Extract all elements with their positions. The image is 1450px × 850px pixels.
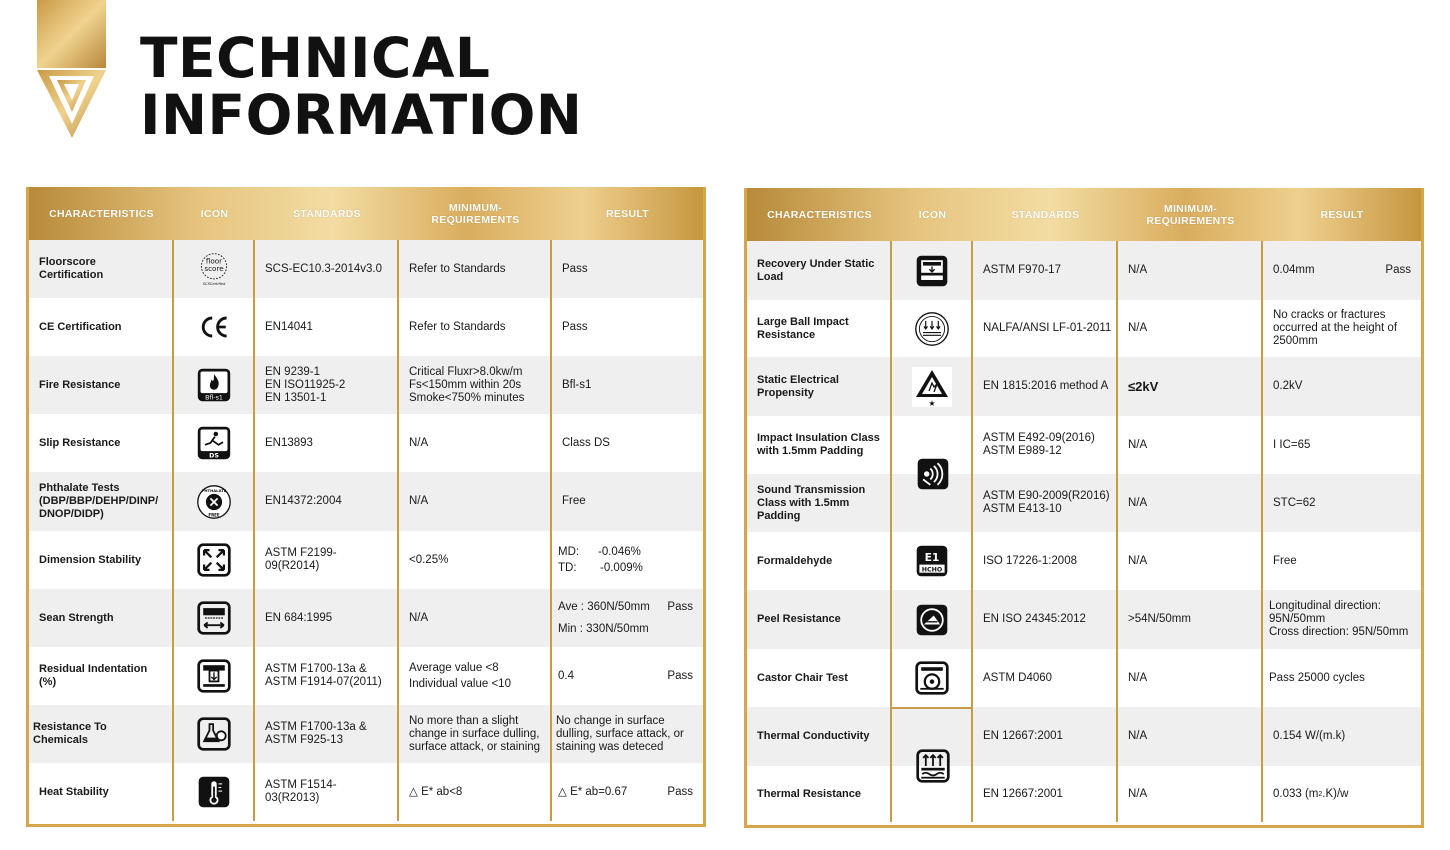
indentation-icon [196, 658, 232, 694]
characteristic-cell: Thermal Resistance [747, 766, 892, 822]
icon-cell [174, 472, 255, 531]
header-result: RESULT [1320, 208, 1364, 221]
characteristic-cell: Thermal Conductivity [747, 707, 892, 766]
icon-cell-merged [892, 416, 973, 532]
min-req-cell: N/A [1118, 241, 1263, 300]
header-icon: ICON [200, 207, 229, 220]
svg-text:PHTHALATE: PHTHALATE [201, 488, 226, 493]
svg-text:FREE: FREE [207, 511, 220, 517]
table-header [747, 188, 1421, 241]
characteristic-cell: Fire Resistance [29, 356, 174, 414]
characteristic-cell: Residual Indentation (%) [29, 647, 174, 705]
icon-cell [892, 300, 973, 357]
table-header [29, 187, 703, 240]
header-minimum-requirements: MINIMUM- REQUIREMENTS [431, 201, 520, 226]
standard-cell: ASTM F1700-13a & ASTM F925-13 [255, 705, 399, 763]
standard-cell: ASTM E90-2009(R2016) ASTM E413-10 [973, 474, 1118, 532]
table-row [29, 472, 703, 531]
icon-cell [174, 356, 255, 414]
min-req-cell: >54N/50mm [1118, 590, 1263, 649]
icon-cell [174, 589, 255, 647]
characteristic-cell: Recovery Under Static Load [747, 241, 892, 300]
result-cell: 0.2kV [1273, 380, 1303, 392]
result-cell: Pass [562, 262, 588, 275]
min-req-cell: N/A [399, 472, 552, 531]
table-row [29, 414, 703, 472]
characteristic-cell: Phthalate Tests (DBP/BBP/DEHP/DINP/ DNOP/DIDP) [29, 472, 174, 531]
result-cell: 0.154 W/(m.k) [1273, 730, 1346, 742]
result-cell: Free [1273, 554, 1297, 567]
icon-cell [174, 705, 255, 763]
table-row [747, 300, 1421, 357]
table-row [747, 532, 1421, 590]
min-req-cell: N/A [1118, 649, 1263, 707]
delta-symbol: △ [558, 785, 567, 798]
ball-impact-icon [914, 311, 950, 347]
min-req-cell: <0.25% [399, 531, 552, 589]
standard-cell: EN ISO 24345:2012 [973, 590, 1118, 649]
result-cell: △ E* ab=0.67 Pass [558, 785, 693, 798]
esd-icon [912, 367, 952, 407]
table-row [29, 531, 703, 589]
standard-cell: ASTM F970-17 [973, 241, 1118, 300]
table-row [29, 240, 703, 298]
standard-cell: ASTM F1514-03(R2013) [255, 763, 399, 821]
table-row [29, 589, 703, 647]
table-row [747, 766, 1421, 822]
table-row [747, 590, 1421, 649]
characteristic-cell: Dimension Stability [29, 531, 174, 589]
icon-cell [174, 298, 255, 356]
icon-cell [174, 531, 255, 589]
result-cell: No cracks or fractures occurred at the height of 2500mm [1273, 309, 1398, 347]
result-cell: Bfl-s1 [562, 378, 592, 391]
result-cell: Free [562, 495, 586, 507]
standard-cell: ASTM F1700-13a & ASTM F1914-07(2011) [255, 647, 399, 705]
standard-cell: ISO 17226-1:2008 [973, 532, 1118, 590]
min-req-cell: N/A [399, 589, 552, 647]
characteristic-cell: Formaldehyde [747, 532, 892, 590]
standard-cell: EN14041 [255, 298, 399, 356]
svg-text:HCHO: HCHO [921, 566, 942, 574]
icon-cell [892, 590, 973, 649]
characteristic-cell: Impact Insulation Class with 1.5mm Padding [747, 416, 892, 474]
header-result: RESULT [605, 207, 650, 220]
peel-icon [914, 602, 950, 638]
min-req-cell: Refer to Standards [399, 298, 552, 356]
min-req-cell: Refer to Standards [399, 240, 552, 298]
slip-icon [196, 425, 232, 461]
chemicals-icon [196, 716, 232, 752]
sound-icon [915, 456, 951, 492]
characteristic-cell: Static Electrical Propensity [747, 357, 892, 416]
table-row [29, 705, 703, 763]
title-line-2: INFORMATION [140, 83, 583, 147]
characteristic-cell: Large Ball Impact Resistance [747, 300, 892, 357]
standard-cell: ASTM D4060 [973, 649, 1118, 707]
min-req-cell: △ E* ab<8 [399, 763, 552, 821]
standard-cell: EN13893 [255, 414, 399, 472]
min-req-cell: Critical Fluxr>8.0kw/m Fs<150mm within 20s Smoke<750% minutes [399, 356, 552, 414]
svg-text:DS: DS [208, 452, 219, 460]
table-row [747, 474, 1421, 532]
seam-strength-icon [196, 600, 232, 636]
svg-text:E1: E1 [924, 551, 939, 564]
result-cell: STC=62 [1273, 496, 1316, 509]
fire-icon [196, 367, 232, 403]
standard-cell: EN14372:2004 [255, 472, 399, 531]
min-req-cell: N/A [399, 414, 552, 472]
min-req-cell: N/A [1118, 474, 1263, 532]
characteristic-cell: Castor Chair Test [747, 649, 892, 707]
svg-text:score: score [203, 263, 224, 273]
left-spec-table [26, 187, 706, 827]
phthalate-free-icon [196, 484, 232, 520]
icon-cell [174, 763, 255, 821]
formaldehyde-icon [914, 543, 950, 579]
delta-symbol: △ [409, 785, 418, 798]
characteristic-cell: Resistance To Chemicals [29, 705, 174, 763]
table-row [747, 649, 1421, 707]
brand-logo-icon [37, 0, 106, 138]
icon-cell [174, 414, 255, 472]
min-req-cell: ≤2kV [1118, 357, 1263, 416]
icon-cell [892, 532, 973, 590]
table-row [29, 763, 703, 821]
min-req-cell: N/A [1118, 532, 1263, 590]
standard-cell: SCS-EC10.3-2014v3.0 [255, 240, 399, 298]
characteristic-cell: Floorscore Certification [29, 240, 174, 298]
min-req-cell: Average value <8 Individual value <10 [399, 647, 552, 705]
result-cell: 0.04mm Pass [1273, 264, 1411, 276]
min-req-cell: No more than a slight change in surface dulling, surface attack, or staining [399, 705, 552, 763]
svg-text:floor: floor [205, 256, 222, 266]
header-standards: STANDARDS [1011, 208, 1080, 221]
result-cell: Pass [562, 320, 588, 333]
svg-text:Bfl-s1: Bfl-s1 [204, 394, 223, 402]
characteristic-cell: CE Certification [29, 298, 174, 356]
characteristic-cell: Sean Strength [29, 589, 174, 647]
min-req-cell: N/A [1118, 766, 1263, 822]
dimension-icon [196, 542, 232, 578]
standard-cell: NALFA/ANSI LF-01-2011 [973, 300, 1118, 357]
header-characteristics: CHARACTERISTICS [767, 208, 872, 221]
table-row [747, 416, 1421, 474]
floorscore-icon [196, 251, 232, 287]
header-standards: STANDARDS [293, 207, 361, 220]
ce-mark-icon [196, 309, 232, 345]
standard-cell: EN 9239-1 EN ISO11925-2 EN 13501-1 [255, 356, 399, 414]
castor-chair-icon [914, 660, 950, 696]
min-req-cell: N/A [1118, 707, 1263, 766]
header-icon: ICON [918, 208, 947, 221]
standard-cell: EN 1815:2016 method A [973, 357, 1118, 416]
result-cell: MD: -0.046% TD: -0.009% [558, 545, 643, 574]
result-cell: 0.4 Pass [558, 669, 693, 682]
min-req-cell: N/A [1118, 300, 1263, 357]
header-characteristics: CHARACTERISTICS [49, 207, 154, 220]
result-cell: Class DS [562, 436, 610, 449]
standard-cell: EN 12667:2001 [973, 707, 1118, 766]
result-cell: Longitudinal direction: 95N/50mm Cross direction: 95N/50mm [1269, 600, 1409, 638]
icon-cell [174, 647, 255, 705]
icon-cell [892, 241, 973, 300]
icon-cell [892, 357, 973, 416]
table-row [747, 357, 1421, 416]
result-cell: I IC=65 [1273, 438, 1311, 451]
table-row [29, 356, 703, 414]
table-row [29, 647, 703, 705]
characteristic-cell: Heat Stability [29, 763, 174, 821]
characteristic-cell: Slip Resistance [29, 414, 174, 472]
result-cell: Ave : 360N/50mm Pass Min : 330N/50mm [558, 600, 693, 635]
svg-text:★: ★ [927, 398, 936, 407]
min-req-cell: N/A [1118, 416, 1263, 474]
icon-cell [892, 649, 973, 707]
standard-cell: EN 12667:2001 [973, 766, 1118, 822]
thermometer-icon [196, 774, 232, 810]
standard-cell: ASTM F2199-09(R2014) [255, 531, 399, 589]
title-line-1: TECHNICAL [140, 26, 491, 90]
right-spec-table [744, 188, 1424, 828]
icon-cell-merged [892, 708, 973, 823]
result-cell: No change in surface dulling, surface attack, or staining was deteced [556, 714, 684, 753]
characteristic-cell: Peel Resistance [747, 590, 892, 649]
page-title [140, 26, 583, 147]
result-cell: 0.033 (m 2 .K)/w [1273, 787, 1349, 800]
result-cell: Pass 25000 cycles [1269, 671, 1365, 684]
svg-text:SCSCertified: SCSCertified [202, 282, 225, 287]
standard-cell: ASTM E492-09(2016) ASTM E989-12 [973, 416, 1118, 474]
table-row [747, 241, 1421, 300]
header-minimum-requirements: MINIMUM- REQUIREMENTS [1146, 202, 1235, 227]
thermal-icon [915, 748, 951, 784]
table-row [747, 707, 1421, 766]
characteristic-cell: Sound Transmission Class with 1.5mm Padding [747, 474, 892, 532]
static-load-icon [914, 253, 950, 289]
table-row [29, 298, 703, 356]
icon-cell [174, 240, 255, 298]
standard-cell: EN 684:1995 [255, 589, 399, 647]
